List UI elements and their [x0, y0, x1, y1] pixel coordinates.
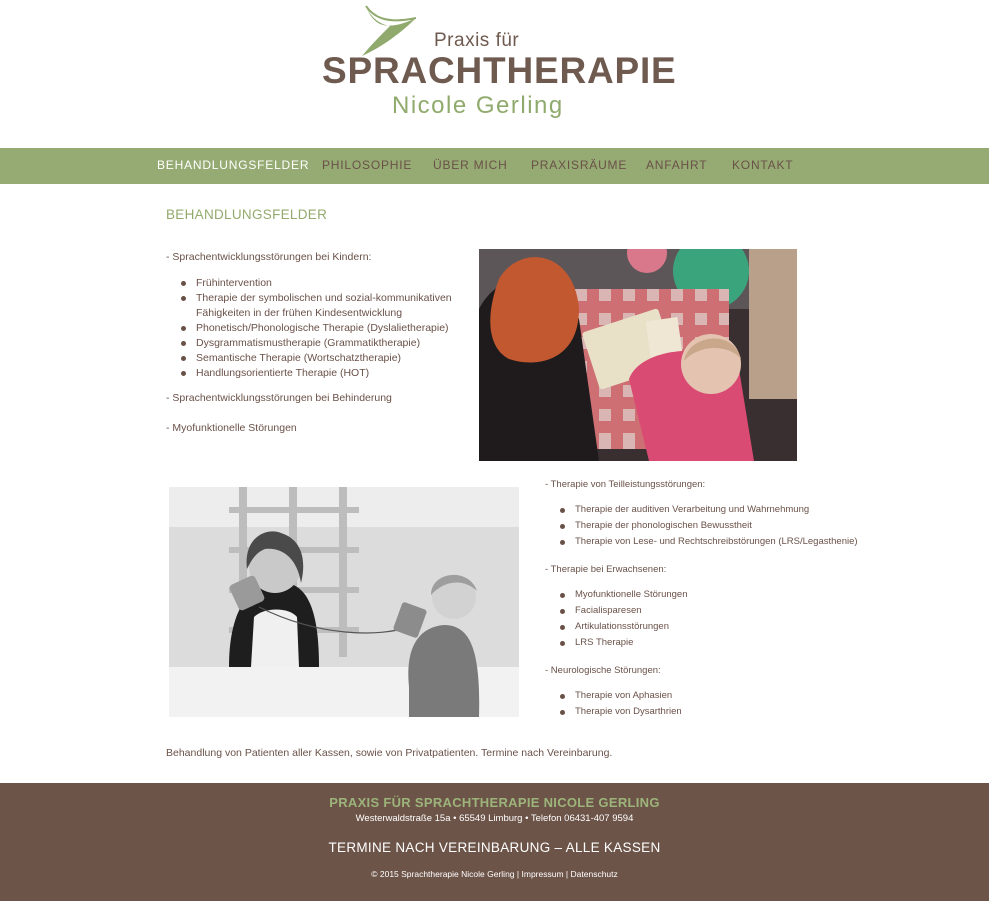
photo-therapy-child-cards — [479, 249, 797, 461]
list-item: Dysgrammatismustherapie (Grammatiktherapie) — [166, 336, 466, 351]
nav-item-praxisraeume[interactable]: PRAXISRÄUME — [531, 158, 628, 172]
separator: | — [516, 869, 520, 879]
footer — [0, 783, 989, 901]
list-item: LRS Therapie — [545, 635, 885, 651]
list-item: Handlungsorientierte Therapie (HOT) — [166, 366, 466, 381]
list-item: Therapie von Dysarthrien — [545, 704, 885, 720]
list-item: Therapie der symbolischen und sozial-kommunikativen Fähigkeiten in der frühen Kindesentwicklung — [166, 291, 466, 321]
nav-item-behandlungsfelder[interactable]: BEHANDLUNGSFELDER — [157, 158, 310, 172]
list-neurologisch — [545, 688, 885, 720]
datenschutz-link[interactable]: Datenschutz — [570, 869, 618, 879]
main-nav — [0, 148, 989, 184]
header — [0, 0, 989, 148]
separator: | — [565, 869, 569, 879]
list-item: Myofunktionelle Störungen — [545, 587, 885, 603]
list-item: Therapie der auditiven Verarbeitung und Wahrnehmung — [545, 502, 885, 518]
nav-item-anfahrt[interactable]: ANFAHRT — [646, 158, 708, 172]
nav-item-kontakt[interactable]: KONTAKT — [732, 158, 794, 172]
footer-copyright-line — [0, 869, 989, 879]
impressum-link[interactable]: Impressum — [521, 869, 564, 879]
list-item: Facialisparesen — [545, 603, 885, 619]
footer-address: Westerwaldstraße 15a • 65549 Limburg • Telefon 06431-407 9594 — [355, 813, 634, 824]
list-item: Therapie von Lese- und Rechtschreibstörungen (LRS/Legasthenie) — [545, 534, 885, 550]
section-heading-teilleistung: - Therapie von Teilleistungsstörungen: — [545, 479, 706, 490]
list-item: Artikulationsstörungen — [545, 619, 885, 635]
list-item: Therapie von Aphasien — [545, 688, 885, 704]
copyright-text: © 2015 Sprachtherapie Nicole Gerling — [371, 869, 515, 879]
section-heading-kinder: - Sprachentwicklungsstörungen bei Kindern: — [166, 251, 372, 263]
list-item: Phonetisch/Phonologische Therapie (Dyslalietherapie) — [166, 321, 466, 336]
footer-title: PRAXIS FÜR SPRACHTHERAPIE NICOLE GERLING — [329, 795, 660, 810]
footer-termine: TERMINE NACH VEREINBARUNG – ALLE KASSEN — [328, 840, 661, 855]
list-erwachsene — [545, 587, 885, 651]
nav-item-philosophie[interactable]: PHILOSOPHIE — [322, 158, 413, 172]
nav-item-ueber-mich[interactable]: ÜBER MICH — [433, 158, 508, 172]
list-teilleistung — [545, 502, 885, 550]
logo-line-name: Nicole Gerling — [392, 92, 564, 119]
insurance-note: Behandlung von Patienten aller Kassen, sowie von Privatpatienten. Termine nach Vereinbarung. — [166, 747, 613, 759]
list-kinder — [166, 276, 466, 381]
photo-illustration — [479, 249, 797, 461]
section-heading-erwachsene: - Therapie bei Erwachsenen: — [545, 564, 667, 575]
list-item: Therapie der phonologischen Bewusstheit — [545, 518, 885, 534]
photo-tin-can-telephone — [169, 487, 519, 717]
logo-line-praxis: Praxis für — [434, 30, 520, 51]
logo[interactable] — [320, 4, 677, 126]
photo-illustration-bw — [169, 487, 519, 717]
list-item: Semantische Therapie (Wortschatztherapie) — [166, 351, 466, 366]
section-heading-behinderung: - Sprachentwicklungsstörungen bei Behinderung — [166, 392, 392, 404]
section-heading-neurologisch: - Neurologische Störungen: — [545, 665, 661, 676]
list-item: Frühintervention — [166, 276, 466, 291]
page-title: BEHANDLUNGSFELDER — [166, 207, 328, 222]
section-heading-myofunktionell: - Myofunktionelle Störungen — [166, 422, 297, 434]
logo-line-sprachtherapie: SPRACHTHERAPIE — [322, 50, 677, 91]
